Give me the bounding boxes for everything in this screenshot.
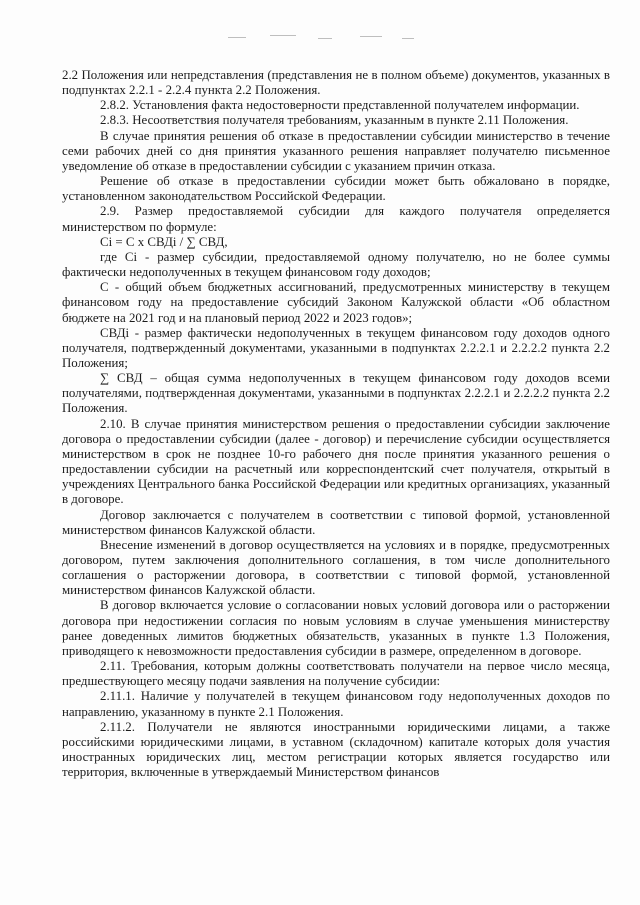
scan-noise (228, 37, 246, 38)
paragraph: ∑ СВД – общая сумма недополученных в текущем финансовом году доходов всеми получателями, подтвержденная документами, указанными в подпунктах 2.2.2.1 и 2.2.2.2 пункта 2.2 Положения. (62, 371, 610, 416)
paragraph: 2.10. В случае принятия министерством решения о предоставлении субсидии заключение договора о предоставлении субсидии (далее - договор) и перечисление субсидии осуществляется министерством в срок не позднее 10-го рабочего дня после принятия указанного решения о предоставлении субсидии на расчетный или корреспондентский счет получателя, открытый в учреждениях Центрального банка Российской Федерации или кредитных организациях, указанный в договоре. (62, 416, 610, 507)
scan-noise (402, 38, 414, 39)
paragraph: 2.11.1. Наличие у получателей в текущем финансовом году недополученных доходов по направлению, указанному в пункте 2.1 Положения. (62, 689, 610, 719)
paragraph: 2.8.3. Несоответствия получателя требованиям, указанным в пункте 2.11 Положения. (100, 113, 569, 128)
paragraph: 2.11.2. Получатели не являются иностранными юридическими лицами, а также российскими юридическими лицами, в уставном (складочном) капитале которых доля участия иностранных юридических лиц, местом регистрации которых является государство или территория, включенные в утверждаемый Министерством финансов (62, 719, 610, 780)
scan-noise (270, 35, 296, 36)
scan-noise (360, 36, 382, 37)
paragraph: где Ci - размер субсидии, предоставляемой одному получателю, но не более суммы фактически недополученных в текущем финансовом году доходов; (62, 249, 610, 280)
formula: Ci = C x СВДi / ∑ СВД, (100, 234, 228, 249)
paragraph: Договор заключается с получателем в соответствии с типовой формой, установленной министерством финансов Калужской области. (62, 507, 610, 537)
paragraph: СВДi - размер фактически недополученных в текущем финансовом году доходов одного получателя, подтвержденный документами, указанными в подпунктах 2.2.2.1 и 2.2.2.2 пункта 2.2 Положения; (62, 325, 610, 370)
paragraph: C - общий объем бюджетных ассигнований, предусмотренных министерству в текущем финансовом году на предоставление субсидий Законом Калужской области «Об областном бюджете на 2021 год и на плановый период 2022 и 2023 годов»; (62, 280, 610, 325)
paragraph: 2.8.2. Установления факта недостоверности представленной получателем информации. (100, 98, 580, 113)
paragraph: Решение об отказе в предоставлении субсидии может быть обжаловано в порядке, установленном законодательством Российской Федерации. (62, 174, 610, 204)
paragraph: В случае принятия решения об отказе в предоставлении субсидии министерство в течение семи рабочих дней со дня принятия указанного решения направляет получателю письменное уведомление об отказе в предоставлении субсидии с указанием причин отказа. (62, 128, 610, 173)
paragraph: 2.2 Положения или непредставления (представления не в полном объеме) документов, указанных в подпунктах 2.2.1 - 2.2.4 пункта 2.2 Положения. (62, 68, 610, 98)
paragraph: Внесение изменений в договор осуществляется на условиях и в порядке, предусмотренных договором, путем заключения дополнительного соглашения, в том числе дополнительного соглашения о расторжении договора, в соответствии с типовой формой, установленной министерством финансов Калужской области. (62, 537, 610, 598)
paragraph: 2.9. Размер предоставляемой субсидии для каждого получателя определяется министерством по формуле: (62, 204, 610, 234)
scan-noise (318, 38, 332, 39)
document-body (62, 68, 610, 780)
paragraph: 2.11. Требования, которым должны соответствовать получатели на первое число месяца, предшествующего месяцу подачи заявления на получение субсидии: (62, 659, 610, 689)
paragraph: В договор включается условие о согласовании новых условий договора или о расторжении договора при недостижении согласия по новым условиям в случае уменьшения министерству ранее доведенных лимитов бюджетных обязательств, указанных в пункте 1.3 Положения, приводящего к невозможности предоставления субсидии в размере, определенном в договоре. (62, 598, 610, 658)
